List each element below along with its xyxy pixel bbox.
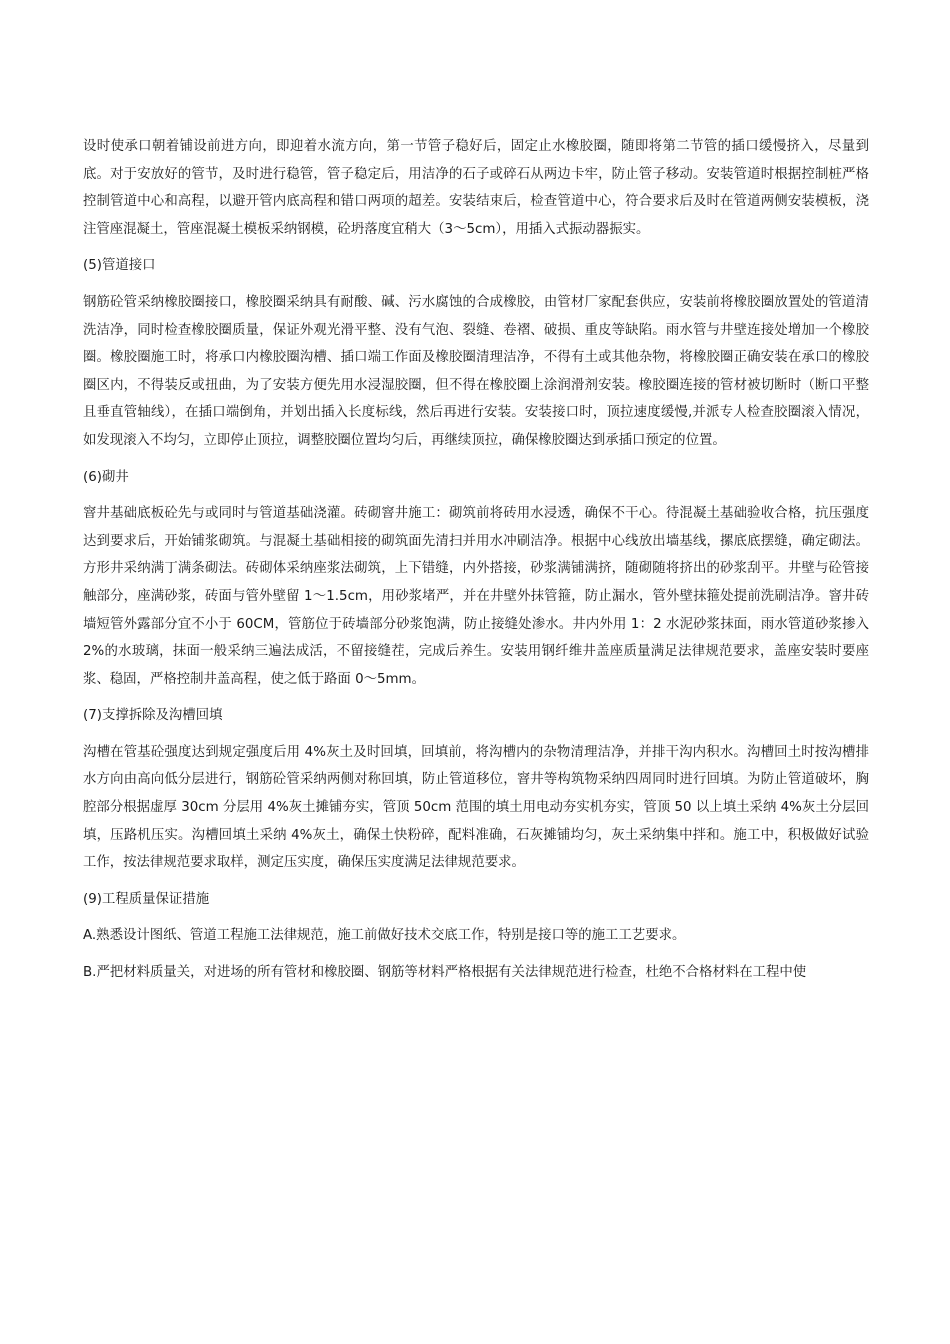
list-item-quality-b: B.严把材料质量关，对进场的所有管材和橡胶圈、钢筋等材料严格根据有关法律规范进行检查，杜绝不合格材料在工程中使 bbox=[83, 965, 807, 981]
list-item-quality-a: A.熟悉设计图纸、管道工程施工法律规范，施工前做好技术交底工作，特别是接口等的施工工艺要求。 bbox=[83, 928, 686, 944]
section-heading-quality: (9)工程质量保证措施 bbox=[83, 891, 210, 907]
paragraph-pipe-joint: 钢筋砼管采纳橡胶圈接口，橡胶圈采纳具有耐酸、碱、污水腐蚀的合成橡胶，由管材厂家配套供应，安装前将橡胶圈放置处的管道清洗洁净，同时检查橡胶圈质量，保证外观光滑平整、没有气泡、裂缝、卷褶、破损、重皮等缺陷。雨水管与井壁连接处增加一个橡胶圈。橡胶圈施工时，将承口内橡胶圈沟槽、插口端工作面及橡胶圈清理洁净，不得有土或其他杂物，将橡胶圈正确安装在承口的橡胶圈区内，不得装反或扭曲，为了安装方便先用水浸湿胶圈，但不得在橡胶圈上涂润滑剂安装。橡胶圈连接的管材被切断时（断口平整且垂直管轴线），在插口端倒角，并划出插入长度标线，然后再进行安装。安装接口时，顶拉速度缓慢,并派专人检查胶圈滚入情况，如发现滚入不均匀，立即停止顶拉，调整胶圈位置均匀后，再继续顶拉，确保橡胶圈达到承插口预定的位置。 bbox=[83, 294, 869, 448]
paragraph-pipe-laying: 设时使承口朝着铺设前进方向，即迎着水流方向，第一节管子稳好后，固定止水橡胶圈，随即将第二节管的插口缓慢挤入，尽量到底。对于安放好的管节，及时进行稳管，管子稳定后，用洁净的石子或碎石从两边卡牢，防止管子移动。安装管道时根据控制桩严格控制管道中心和高程，以避开管内底高程和错口两项的超差。安装结束后，检查管道中心，符合要求后及时在管道两侧安装模板，浇注管座混凝土，管座混凝土模板采纳钢模，砼坍落度宜稍大（3～5cm），用插入式振动器振实。 bbox=[83, 139, 869, 237]
paragraph-manhole: 窨井基础底板砼先与或同时与管道基础浇灌。砖砌窨井施工：砌筑前将砖用水浸透，确保不干心。待混凝土基础验收合格，抗压强度达到要求后，开始铺浆砌筑。与混凝土基础相接的砌筑面先清扫并用水冲刷洁净。根据中心线放出墙基线，摞底底摆缝，确定砌法。方形井采纳满丁满条砌法。砖砌体采纳座浆法砌筑，上下错缝，内外搭接，砂浆满铺满挤，随砌随将挤出的砂浆刮平。井壁与砼管接触部分，座满砂浆，砖面与管外壁留 1～1.5cm，用砂浆堵严，并在井壁外抹管箍，防止漏水，管外壁抹箍处提前洗刷洁净。窨井砖墙短管外露部分宜不小于 60CM，管筋位于砖墙部分砂浆饱满，防止接缝处渗水。井内外用 1：2 水泥砂浆抹面，雨水管道砂浆掺入 2%的水玻璃，抹面一般采纳三遍法成活，不留接缝茬，完成后养生。安装用钢纤维井盖座质量满足法律规范要求，盖座安装时要座浆、稳固，严格控制井盖高程，使之低于路面 0～5mm。 bbox=[83, 506, 869, 687]
paragraph-backfill: 沟槽在管基砼强度达到规定强度后用 4%灰土及时回填，回填前，将沟槽内的杂物清理洁净，并排干沟内积水。沟槽回土时按沟槽排水方向由高向低分层进行，钢筋砼管采纳两侧对称回填，防止管道移位，窨井等构筑物采纳四周同时进行回填。为防止管道破坏，胸腔部分根据虚厚 30cm 分层用 4%灰土摊铺夯实，管顶 50cm 范围的填土用电动夯实机夯实，管顶 50 以上填土采纳 4%灰土分层回填，压路机压实。沟槽回填土采纳 4%灰土，确保土快粉碎，配料准确，石灰摊铺均匀，灰土采纳集中拌和。施工中，积极做好试验工作，按法律规范要求取样，测定压实度，确保压实度满足法律规范要求。 bbox=[83, 744, 869, 871]
section-heading-manhole: (6)砌井 bbox=[83, 469, 129, 485]
section-heading-backfill: (7)支撑拆除及沟槽回填 bbox=[83, 708, 223, 724]
document-page bbox=[83, 133, 869, 987]
section-heading-pipe-joint: (5)管道接口 bbox=[83, 258, 156, 274]
